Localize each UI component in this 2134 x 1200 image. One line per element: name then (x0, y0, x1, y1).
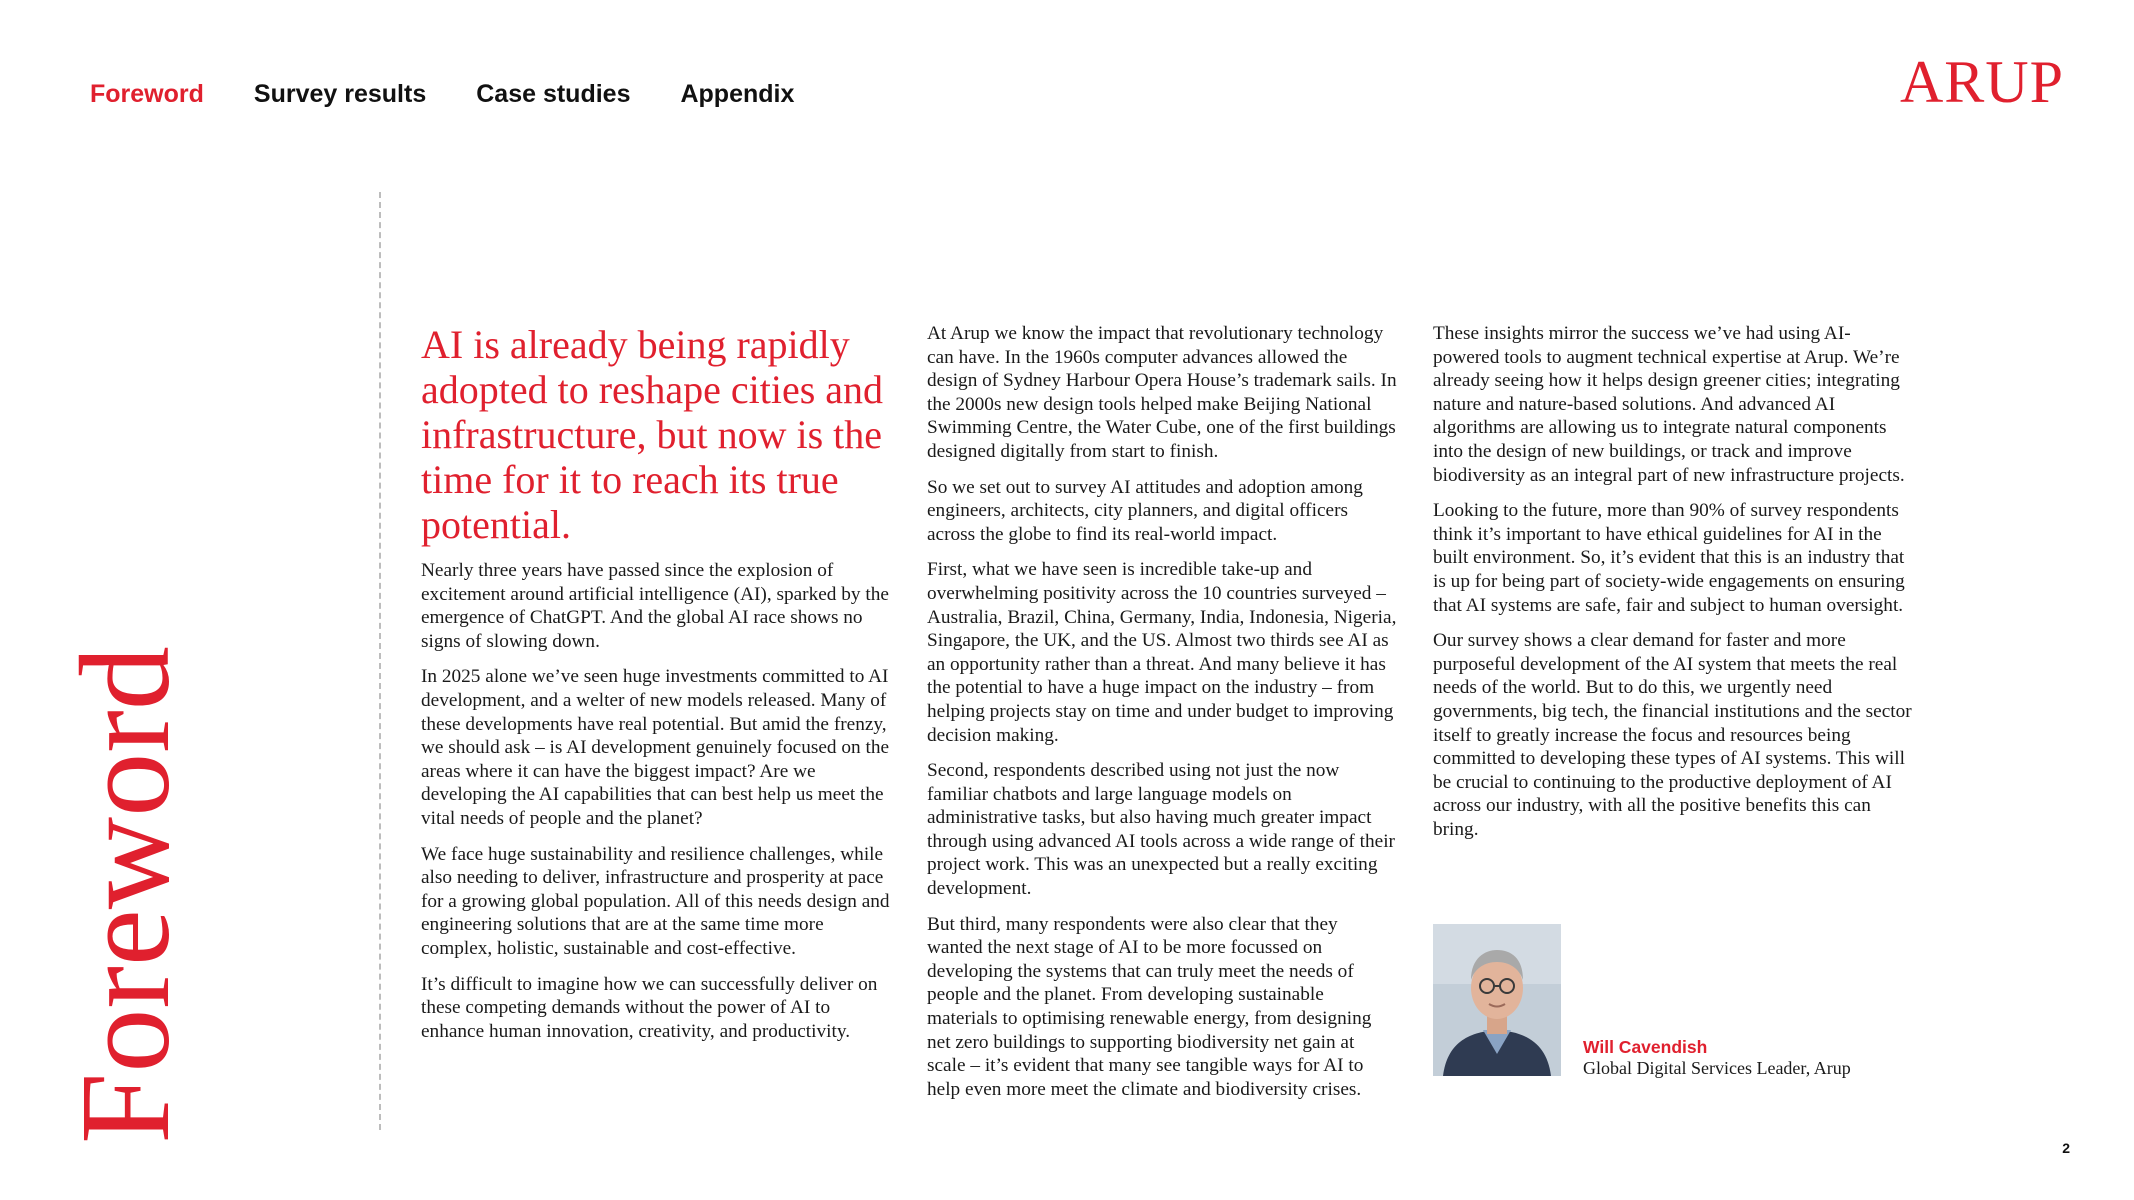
paragraph: In 2025 alone we’ve seen huge investments committed to AI development, and a welter of new models released. Many of these developments have real potential. But amid the frenzy, we should ask – is AI development genuinely focused on the areas where it can have the biggest impact? Are we developing the AI capabilities that can best help us meet the vital needs of people and the planet? (421, 666, 890, 829)
paragraph: It’s difficult to imagine how we can successfully deliver on these competing demands without the power of AI to enhance human innovation, creativity, and productivity. (421, 973, 878, 1042)
nav-survey-results[interactable]: Survey results (253, 80, 427, 108)
nav-foreword[interactable]: Foreword (90, 80, 204, 108)
nav-case-studies[interactable]: Case studies (476, 80, 631, 108)
author-block (1433, 924, 1953, 1080)
arup-logo[interactable]: ARUP (1899, 49, 2064, 115)
paragraph: But third, many respondents were also clear that they wanted the next stage of AI to be more focussed on developing the systems that can truly meet the needs of people and the planet. From developing sustainable materials to optimising renewable energy, from designing net zero buildings to supporting biodiversity net gain at scale – it’s evident that many see tangible ways for AI to help even more meet the climate and biodiversity crises. (927, 913, 1372, 1100)
paragraph: Our survey shows a clear demand for faster and more purposeful development of the AI system that meets the real needs of the world. But to do this, we urgently need governments, big tech, the financial institutions and the sector itself to greatly increase the focus and resources being committed to developing these types of AI systems. This will be crucial to continuing to the productive deployment of AI across our industry, with all the positive benefits this can bring. (1433, 630, 1912, 840)
page-number: 2 (2062, 1140, 2070, 1156)
column-3 (1433, 322, 1913, 853)
nav-appendix[interactable]: Appendix (680, 80, 795, 108)
section-title-text: Foreword (54, 646, 196, 1144)
column-2 (927, 322, 1397, 1113)
paragraph: At Arup we know the impact that revolutionary technology can have. In the 1960s computer advances allowed the design of Sydney Harbour Opera House’s trademark sails. In the 2000s new design tools helped make Beijing National Swimming Centre, the Water Cube, one of the first buildings designed digitally from start to finish. (927, 323, 1397, 462)
paragraph: Looking to the future, more than 90% of survey respondents think it’s important to have ethical guidelines for AI in the built environment. So, it’s evident that this is an industry that is up for being part of society-wide engagements on ensuring that AI systems are safe, fair and subject to human oversight. (1433, 500, 1905, 616)
top-navigation (90, 80, 794, 109)
paragraph: Second, respondents described using not just the now familiar chatbots and large language models on administrative tasks, but also having much greater impact through using advanced AI tools across a wide range of their project work. This was an unexpected but a really exciting development. (927, 760, 1395, 900)
author-photo (1433, 924, 1561, 1076)
author-role: Global Digital Services Leader, Arup (1583, 1058, 1851, 1078)
paragraph: Nearly three years have passed since the explosion of excitement around artificial intelligence (AI), sparked by the emergence of ChatGPT. And the global AI race shows no signs of slowing down. (421, 560, 889, 652)
paragraph: We face huge sustainability and resilience challenges, while also needing to deliver, infrastructure and prosperity at pace for a growing global population. All of this needs design and engineering solutions that are at the same time more complex, holistic, sustainable and cost-effective. (421, 843, 890, 959)
paragraph: These insights mirror the success we’ve had using AI-powered tools to augment technical expertise at Arup. We’re already seeing how it helps design greener cities; integrating nature and nature-based solutions. And advanced AI algorithms are allowing us to integrate natural components into the design of new buildings, or track and improve biodiversity as an integral part of new infrastructure projects. (1433, 323, 1905, 486)
paragraph: So we set out to survey AI attitudes and adoption among engineers, architects, city planners, and digital officers across the globe to find its real-world impact. (927, 476, 1363, 545)
column-1 (421, 322, 891, 1055)
author-name: Will Cavendish (1583, 1037, 1708, 1057)
paragraph: First, what we have seen is incredible take-up and overwhelming positivity across the 10 countries surveyed – Australia, Brazil, China, Germany, India, Indonesia, Nigeria, Singapore, the UK, and the US. Almost two thirds see AI as an opportunity rather than a threat. And many believe it has the potential to have a huge impact on the industry – from helping projects stay on time and under budget to improving decision making. (927, 559, 1397, 746)
lead-quote: AI is already being rapidly adopted to reshape cities and infrastructure, but now is the time for it to reach its true potential. (421, 322, 884, 547)
section-title (54, 646, 196, 1144)
portrait-illustration (1433, 924, 1561, 1076)
dashed-divider (379, 192, 381, 1130)
